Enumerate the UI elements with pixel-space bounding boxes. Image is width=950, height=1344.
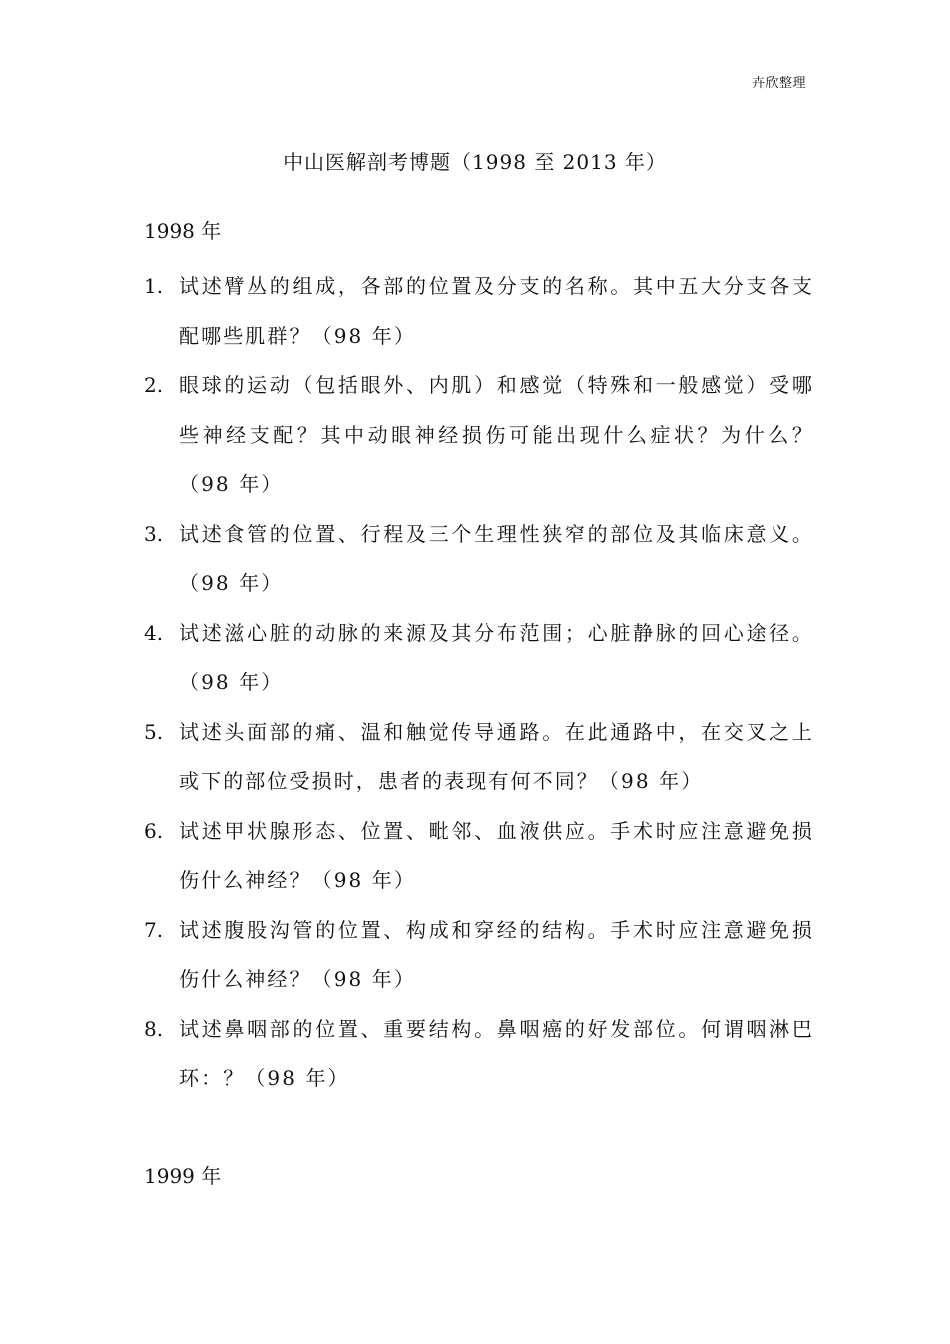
question-text: 试述臂丛的组成，各部的位置及分支的名称。其中五大分支各支配哪些肌群？（98 年）	[179, 274, 814, 348]
question-number: 3.	[144, 521, 164, 546]
question-item	[144, 807, 814, 906]
question-text: 试述腹股沟管的位置、构成和穿经的结构。手术时应注意避免损伤什么神经？（98 年）	[179, 917, 814, 991]
question-number: 8.	[144, 1016, 164, 1041]
question-list-1998	[144, 262, 814, 1104]
year-heading-1998: 1998 年	[144, 219, 222, 243]
question-number: 5.	[144, 719, 164, 744]
question-text: 试述头面部的痛、温和触觉传导通路。在此通路中，在交叉之上或下的部位受损时，患者的表现有何不同？（98 年）	[179, 719, 814, 793]
question-text: 试述鼻咽部的位置、重要结构。鼻咽癌的好发部位。何谓咽淋巴环：？（98 年）	[179, 1016, 814, 1090]
question-number: 4.	[144, 620, 164, 645]
question-item	[144, 906, 814, 1005]
question-item	[144, 1005, 814, 1104]
question-item	[144, 708, 814, 807]
question-text: 试述甲状腺形态、位置、毗邻、血液供应。手术时应注意避免损伤什么神经？（98 年）	[179, 818, 814, 892]
question-item	[144, 510, 814, 609]
header-note: 卉欣整理	[751, 76, 806, 91]
question-text: 试述食管的位置、行程及三个生理性狭窄的部位及其临床意义。（98 年）	[179, 521, 814, 595]
question-text: 试述滋心脏的动脉的来源及其分布范围；心脏静脉的回心途径。（98 年）	[179, 620, 814, 694]
question-number: 6.	[144, 818, 164, 843]
question-text: 眼球的运动（包括眼外、内肌）和感觉（特殊和一般感觉）受哪些神经支配？其中动眼神经损伤可能出现什么症状？为什么？（98 年）	[179, 373, 814, 496]
question-item	[144, 609, 814, 708]
question-number: 1.	[144, 274, 164, 298]
year-heading-1999: 1999 年	[144, 1164, 222, 1188]
question-number: 2.	[144, 373, 164, 397]
document-title: 中山医解剖考博题（1998 至 2013 年）	[283, 150, 667, 174]
question-item	[144, 262, 814, 361]
question-item	[144, 361, 814, 510]
question-number: 7.	[144, 917, 164, 942]
